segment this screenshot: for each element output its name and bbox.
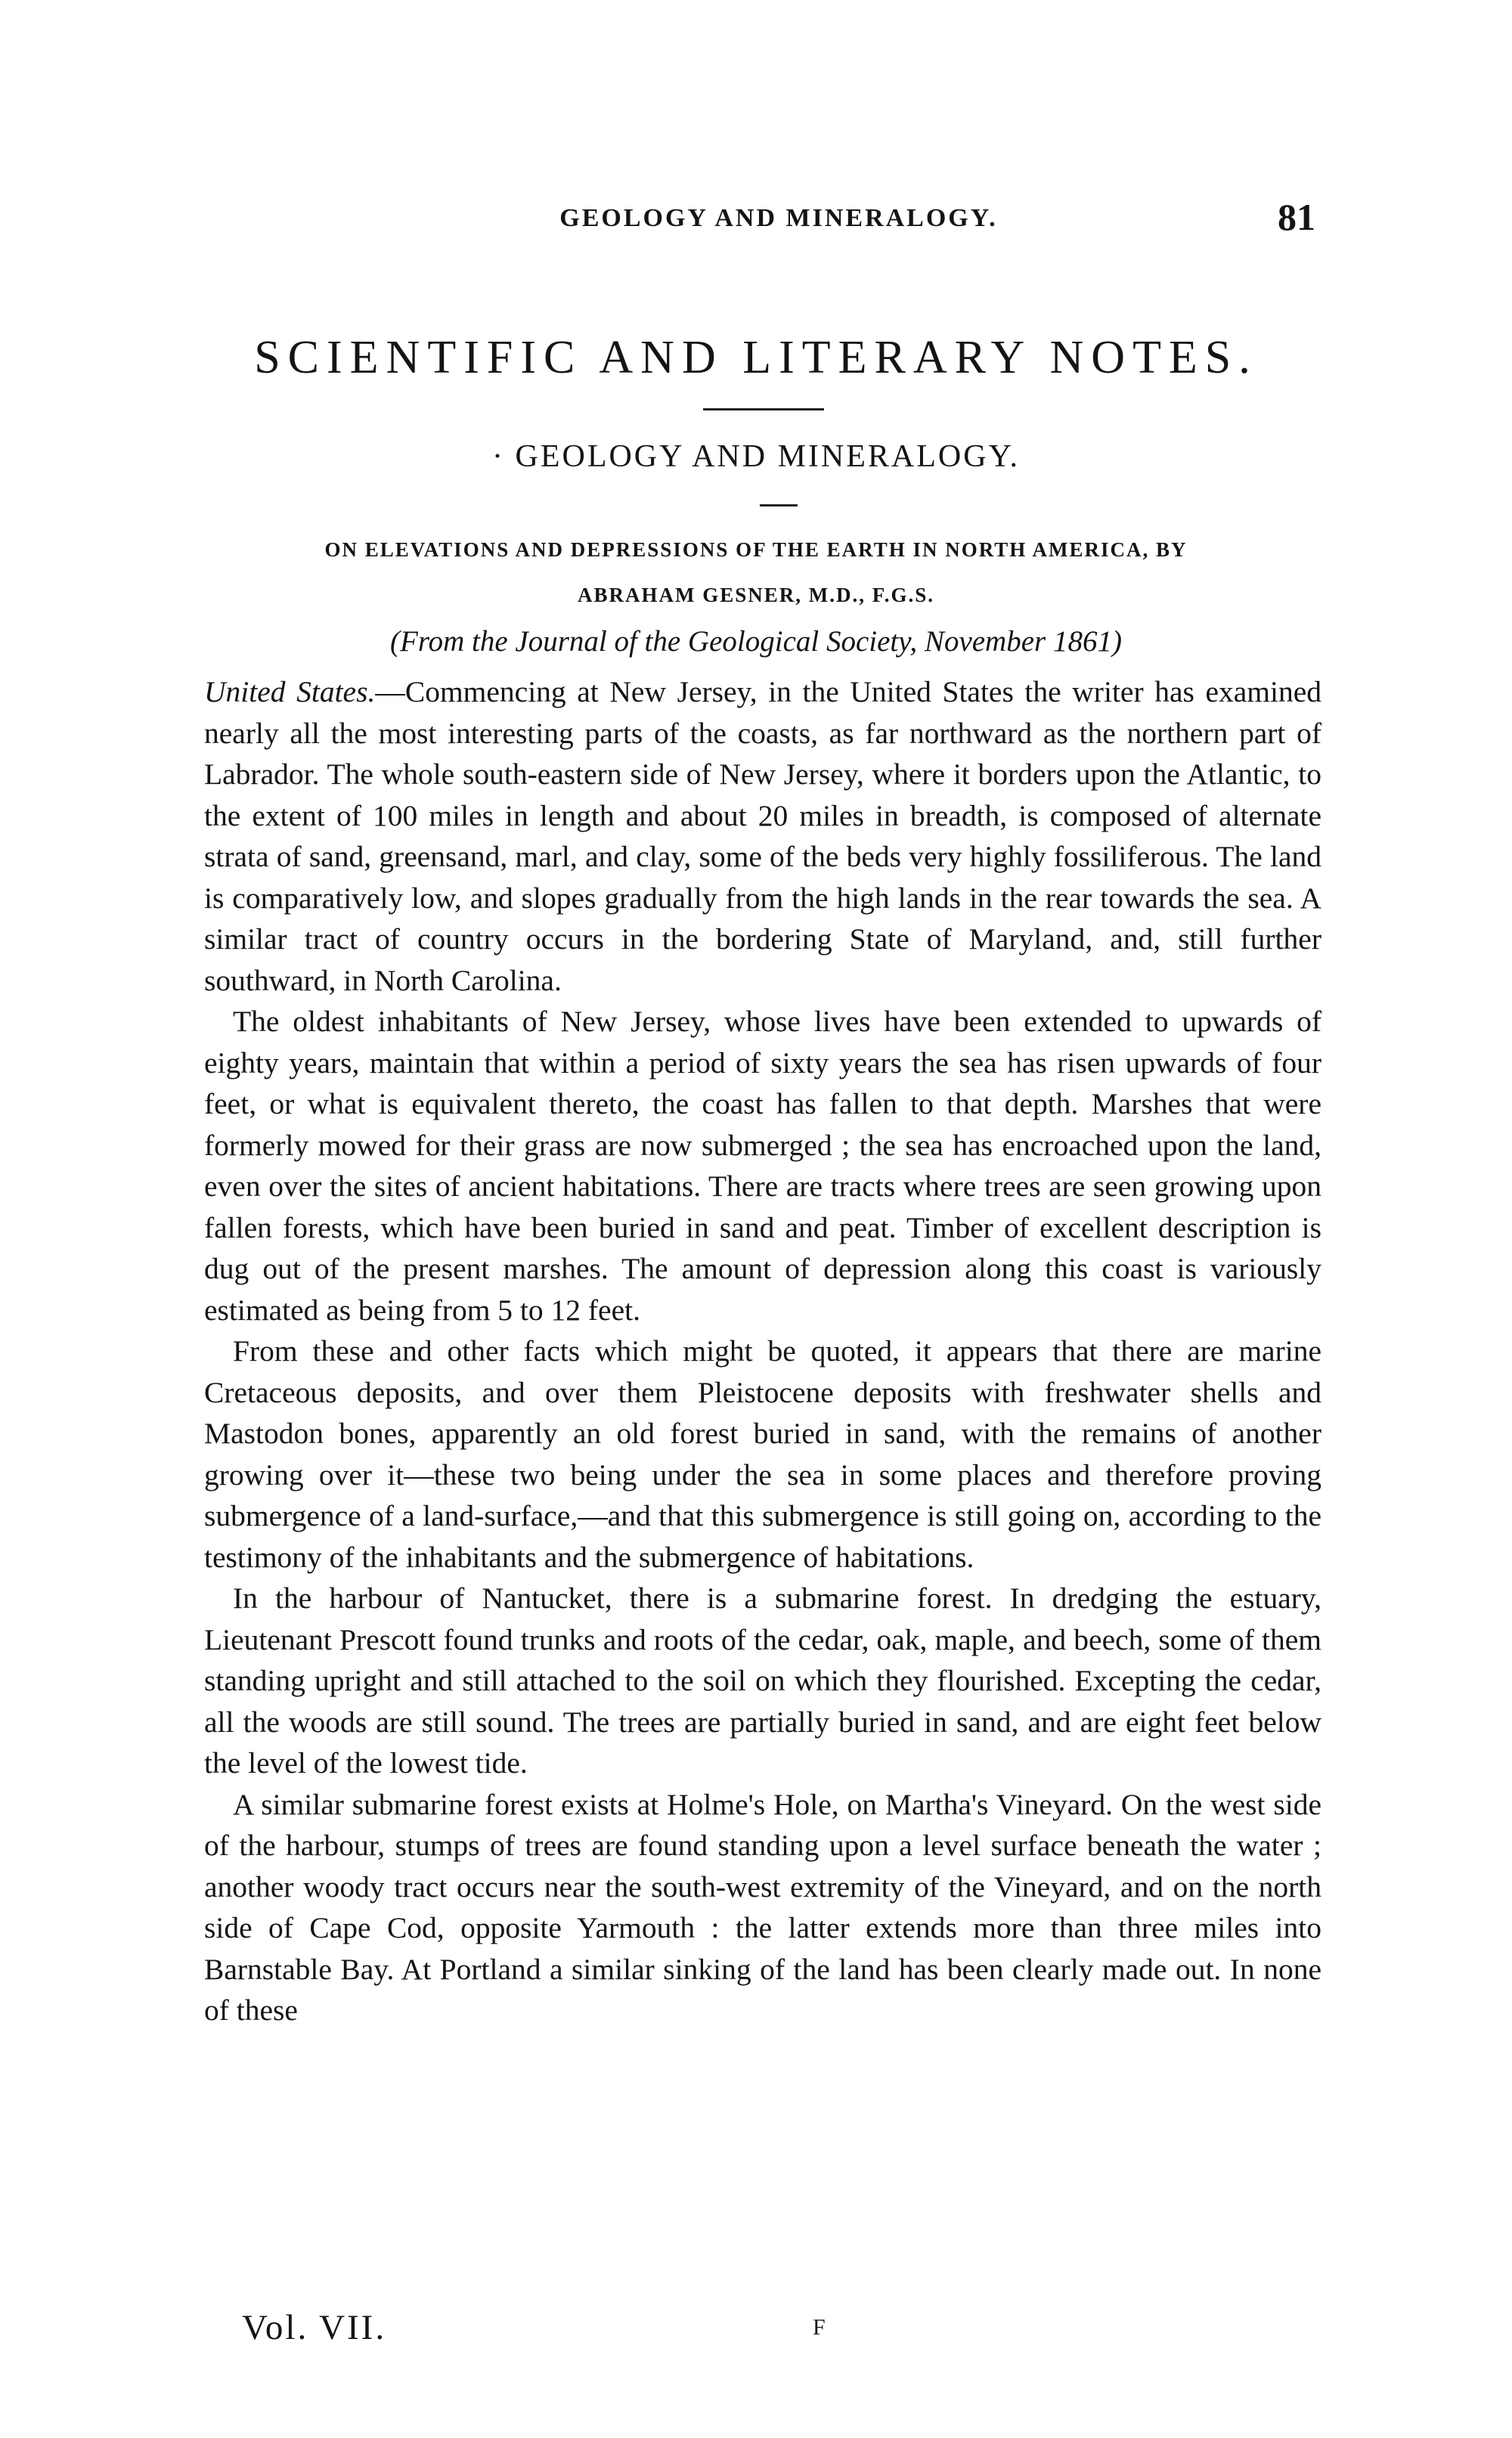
article-body [204,671,1321,2031]
section-divider [703,408,824,410]
section-title: SCIENTIFIC AND LITERARY NOTES. [254,332,1258,383]
page-number: 81 [1278,196,1315,238]
paragraph-3: From these and other facts which might be quoted, it appears that there are marine Cretaceous deposits, and over them Pleistocene deposits with freshwater shells and Mastodon bones, apparently an old forest buried in sand, with the remains of another growing over it—these two being under the sea in some places and therefore proving submergence of a land-surface,—and that this submergence is still going on, according to the testimony of the inhabitants and the submergence of habitations. [204,1334,1321,1574]
paragraph-lead-in: United States. [204,675,376,708]
footer-volume: Vol. VII. [242,2308,387,2347]
article-source: (From the Journal of the Geological Society, November 1861) [390,625,1122,658]
subsection-title: · GEOLOGY AND MINERALOGY. [492,439,1020,474]
paragraph-2: The oldest inhabitants of New Jersey, whose lives have been extended to upwards of eighty years, maintain that within a period of sixty years the sea has risen upwards of four feet, or what is equivalent thereto, the coast has fallen to that depth. Marshes that were formerly mowed for their grass are now submerged ; the sea has encroached upon the land, even over the sites of ancient habitations. There are tracts where trees are seen growing upon fallen forests, which have been buried in sand and peat. Timber of excellent description is dug out of the present marshes. The amount of depression along this coast is variously estimated as being from 5 to 12 feet. [204,1005,1321,1327]
article-title-line-2: ABRAHAM GESNER, M.D., F.G.S. [577,584,935,606]
article-title-line-1: ON ELEVATIONS AND DEPRESSIONS OF THE EARTH IN NORTH AMERICA, BY [324,538,1188,561]
footer-signature-mark: F [813,2315,826,2340]
subsection-divider [760,504,798,506]
paragraph-1 [204,671,1321,1001]
paragraph-5: A similar submarine forest exists at Holme's Hole, on Martha's Vineyard. On the west side of the harbour, stumps of trees are found standing upon a level surface beneath the water ; another woody tract occurs near the south-west extremity of the Vineyard, and on the north side of Cape Cod, opposite Yarmouth : the latter extends more than three miles into Barnstable Bay. At Portland a similar sinking of the land has been clearly made out. In none of these [204,1787,1321,2027]
running-head: GEOLOGY AND MINERALOGY. [559,204,998,232]
paragraph-4: In the harbour of Nantucket, there is a submarine forest. In dredging the estuary, Lieutenant Prescott found trunks and roots of the cedar, oak, maple, and beech, some of them standing upright and still attached to the soil on which they flourished. Excepting the cedar, all the woods are still sound. The trees are partially buried in sand, and are eight feet below the level of the lowest tide. [204,1581,1321,1780]
paragraph-1-text: —Commencing at New Jersey, in the United States the writer has examined nearly all the most interesting parts of the coasts, as far northward as the northern part of Labrador. The whole south-eastern side of New Jersey, where it borders upon the Atlantic, to the extent of 100 miles in length and about 20 miles in breadth, is composed of alternate strata of sand, greensand, marl, and clay, some of the beds very highly fossiliferous. The land is comparatively low, and slopes gradually from the high lands in the rear towards the sea. A similar tract of country occurs in the bordering State of Maryland, and, still further southward, in North Carolina. [204,675,1321,997]
